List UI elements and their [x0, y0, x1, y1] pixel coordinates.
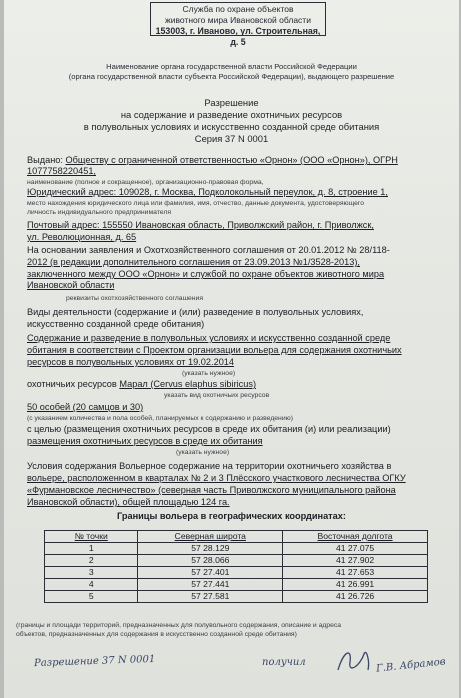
table-title: Границы вольера в географических координатах: [117, 511, 346, 521]
conditions-line-2: вольере, расположенном в кварталах № 2 и 3 Плёсского участкового лесничества ОГКУ [27, 473, 406, 483]
longitude: 41 26.991 [283, 579, 428, 591]
legal-address-text: Юридический адрес: 109028, г. Москва, Подколокольный переулок, д. 8, строение 1, [27, 187, 388, 197]
issued-label: Выдано: [27, 155, 63, 165]
col-north-latitude: Северная широта [138, 531, 283, 543]
header-line-1: Наименование органа государственной власти Российской Федерации [106, 62, 357, 71]
table-row [45, 543, 428, 555]
latitude: 57 27.441 [138, 579, 283, 591]
signer-name: Г.В. Абрамов [375, 656, 447, 675]
table-row [45, 567, 428, 579]
permit-subtitle-1: на содержание и разведение охотничьих ресурсов [120, 109, 343, 120]
col-point-number: № точки [45, 531, 138, 543]
resources-caption: указать вид охотничьих ресурсов [164, 392, 270, 399]
activity-line-2: искусственно созданной среде обитания) [27, 319, 205, 329]
basis-line-3: заключенного между ООО «Орнон» и службой по охране объектов животного мира [27, 269, 385, 279]
table-row [45, 579, 428, 591]
document-sheet [4, 0, 459, 698]
conditions-line-1: Условия содержания Вольерное содержание на территории охотничьего хозяйства в [27, 461, 392, 471]
footer-line-1: (границы и площади территорий, предназначенных для полувольного содержания, описание и адреса [16, 622, 342, 629]
resources-species: Марал (Cervus elaphus sibiricus) [119, 379, 257, 389]
activity-line-1: Виды деятельности (содержание и (или) разведение в полувольных условиях, [27, 307, 364, 317]
issued-caption-1: наименование (полное и сокращенное), организационно-правовая форма, [27, 179, 264, 186]
activity-line-5: ресурсов в полувольных условиях от 19.02.2014 [27, 357, 235, 367]
longitude: 41 27.653 [283, 567, 428, 579]
point-number: 2 [45, 555, 138, 567]
activity-caption: (указать нужное) [182, 370, 236, 377]
point-number: 1 [45, 543, 138, 555]
postal-address-2: ул. Революционная, д. 65 [27, 232, 137, 242]
table-row [45, 591, 428, 603]
basis-line-2: 2012 (в редакции дополнительного соглашения от 23.09.2013 №1/3528-2013), [27, 257, 360, 267]
resources-count: 50 особей (20 самцов и 30) [27, 402, 144, 412]
handwritten-receipt: Разрешение 37 N 0001 [33, 653, 156, 670]
agency-stamp [150, 2, 326, 47]
table-header-row [45, 531, 428, 543]
table-row [45, 555, 428, 567]
conditions-line-4: Ивановской области), общей площадью 124 га. [27, 497, 230, 507]
col-east-longitude: Восточная долгота [283, 531, 428, 543]
point-number: 4 [45, 579, 138, 591]
activity-line-4: обитания в соответствии с Проектом организации вольера для содержания охотничьих [27, 345, 402, 355]
issued-line [27, 155, 452, 166]
permit-subtitle-2: в полувольных условиях и искусственно созданной среде обитания [83, 121, 380, 132]
resources-label: охотничьих ресурсов [27, 379, 117, 389]
permit-title: Разрешение [204, 97, 259, 108]
issued-caption-3: личность индивидуального предпринимателя [27, 209, 172, 216]
header-line-2: (органа государственной власти субъекта Российской Федерации), выдающего разрешение [68, 72, 395, 81]
issued-ogrn: 1077758220451, [27, 166, 96, 176]
issued-caption-2: место нахождения юридического лица или фамилия, имя, отчество, данные документа, удостоверяющего [27, 200, 365, 207]
handwritten-received: получил [262, 657, 306, 668]
latitude: 57 28.129 [138, 543, 283, 555]
permit-series: Серия 37 N 0001 [194, 133, 269, 144]
basis-line-4: Ивановской области [27, 280, 115, 290]
resources-caption-2: (с указанием количества и пола особей, планируемых к содержанию и разведению) [27, 415, 293, 422]
basis-line-1: На основании заявления и Охотхозяйственного соглашения от 20.01.2012 № 28/118- [27, 245, 390, 255]
purpose-line-2: размещения охотничьих ресурсов в среде их обитания [27, 436, 263, 446]
latitude: 57 27.401 [138, 567, 283, 579]
latitude: 57 27.581 [138, 591, 283, 603]
legal-address [27, 187, 452, 198]
stamp-line-2: животного мира Ивановской области [165, 15, 311, 25]
purpose-line-1: с целью (размещения охотничьих ресурсов в среде их обитания (и) или реализации) [27, 424, 391, 434]
longitude: 41 27.075 [283, 543, 428, 555]
point-number: 3 [45, 567, 138, 579]
activity-line-3: Содержание и разведение в полувольных условиях и искусственно созданной среде [27, 333, 391, 343]
postal-address-1 [27, 220, 452, 231]
conditions-line-3: «Фурмановское лесничество» (северная часть Приволжского муниципального района [27, 485, 396, 495]
longitude: 41 26.726 [283, 591, 428, 603]
stamp-line-3: 153003, г. Иваново, ул. Строительная, д. 5 [155, 26, 321, 47]
issued-org: Обществу с ограниченной ответственностью «Орнон» (ООО «Орнон»), ОГРН [65, 155, 398, 165]
longitude: 41 27.902 [283, 555, 428, 567]
footer-line-2: объектов, предназначенных для содержания в искусственно созданной среде обитания) [16, 631, 297, 638]
resources-line [27, 379, 452, 390]
signature-mark [334, 640, 374, 680]
latitude: 57 28.066 [138, 555, 283, 567]
postal-address-text: Почтовый адрес: 155550 Ивановская область, Приволжский район, г. Приволжск, [27, 220, 374, 230]
coordinates-table [44, 530, 428, 603]
point-number: 5 [45, 591, 138, 603]
stamp-line-1: Служба по охране объектов [182, 4, 294, 14]
purpose-caption: (указать нужное) [176, 449, 230, 456]
basis-caption: реквизиты охотхозяйственного соглашения [66, 295, 204, 302]
